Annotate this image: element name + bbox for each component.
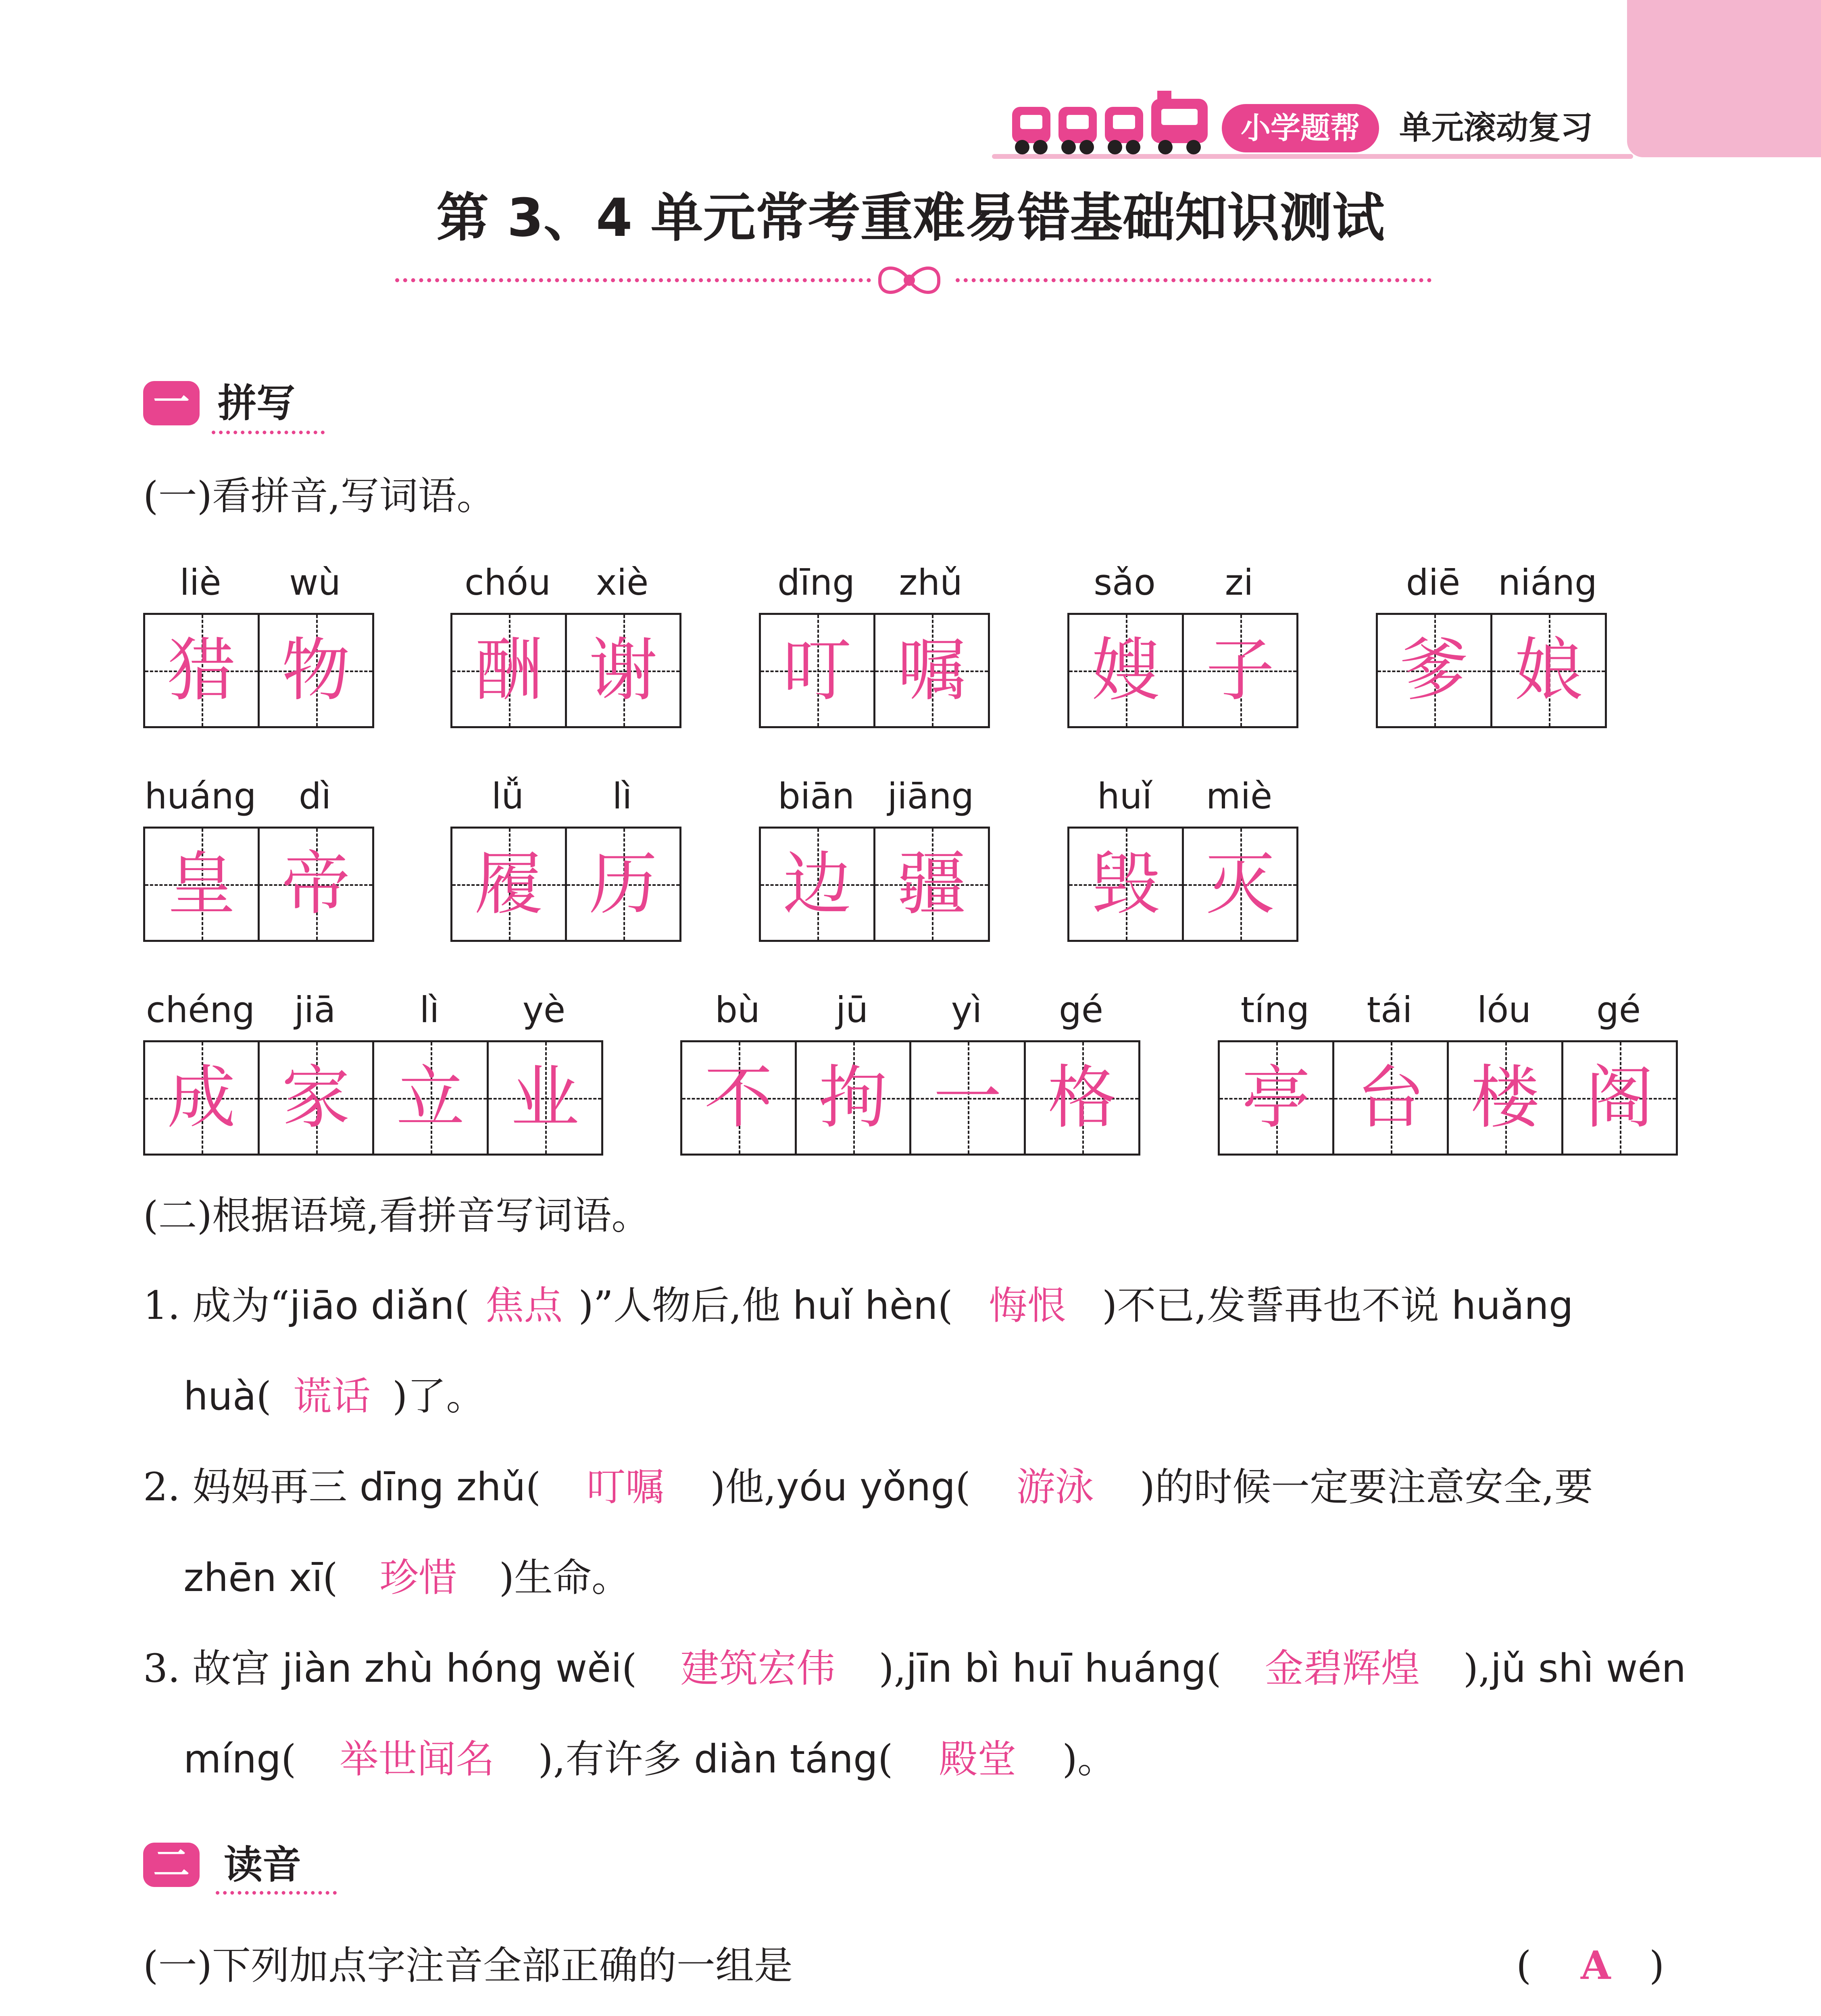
char-cell: 拘	[797, 1042, 911, 1154]
part1-label: (一)看拼音,写词语。	[143, 473, 496, 519]
pinyin: jiā	[294, 989, 336, 1031]
section-underline	[212, 431, 325, 434]
char-cell: 台	[1334, 1042, 1449, 1154]
pinyin: huáng	[144, 775, 256, 817]
title-divider-left	[395, 278, 871, 282]
pinyin: biān	[777, 775, 854, 817]
char-cell: 立	[374, 1042, 489, 1154]
pinyin: bù	[715, 989, 760, 1031]
word-box	[450, 552, 681, 728]
answer: 焦点	[485, 1283, 563, 1328]
pinyin: yè	[522, 989, 566, 1031]
pinyin: lóu	[1477, 989, 1531, 1031]
pinyin: huǐ	[1097, 775, 1152, 817]
answer: 殿堂	[939, 1737, 1017, 1782]
char-cell: 楼	[1449, 1042, 1563, 1154]
char-cell: 叮	[761, 615, 875, 726]
char-cell: 历	[567, 829, 681, 940]
answer-paren-close: )	[1649, 1943, 1665, 1988]
pinyin: dì	[298, 775, 331, 817]
idiom-box	[1218, 980, 1678, 1156]
char-cell: 履	[452, 829, 567, 940]
pinyin: miè	[1206, 775, 1273, 817]
idiom-box	[143, 980, 603, 1156]
char-cell: 谢	[567, 615, 681, 726]
char-cell: 酬	[452, 615, 567, 726]
section-title: 拼写	[218, 381, 295, 426]
pinyin: xiè	[596, 562, 649, 603]
pinyin: tái	[1367, 989, 1413, 1031]
header-badge: 小学题帮	[1222, 104, 1379, 152]
idiom-box	[680, 980, 1140, 1156]
corner-tab	[1627, 0, 1821, 157]
pinyin: dīng	[777, 562, 855, 603]
pinyin: zhǔ	[899, 562, 963, 603]
answer-choice: A	[1581, 1943, 1611, 1988]
answer: 悔恨	[988, 1283, 1066, 1328]
char-cell: 一	[911, 1042, 1026, 1154]
pinyin: chéng	[146, 989, 255, 1031]
page-title: 第 3、4 单元常考重难易错基础知识测试	[436, 187, 1385, 248]
pinyin: liè	[179, 562, 221, 603]
char-cell: 亭	[1220, 1042, 1334, 1154]
answer: 叮嘱	[587, 1464, 665, 1510]
char-cell: 成	[145, 1042, 260, 1154]
char-cell: 家	[260, 1042, 374, 1154]
word-box	[759, 766, 990, 942]
bow-icon	[875, 260, 944, 300]
char-cell: 嫂	[1069, 615, 1184, 726]
question-3-cont: míng( 举世闻名 ),有许多 diàn táng( 殿堂 )。	[183, 1731, 1116, 1787]
question-3: 3. 故宫 jiàn zhù hóng wěi( 建筑宏伟 ),jīn bì huī huáng( 金碧辉煌 ),jǔ shì wén	[143, 1640, 1686, 1697]
title-divider-right	[956, 278, 1431, 282]
question-2-cont: zhēn xī( 珍惜 )生命。	[183, 1549, 630, 1606]
char-cell: 格	[1026, 1042, 1140, 1154]
pinyin: chóu	[465, 562, 551, 603]
word-box	[1067, 552, 1298, 728]
answer: 游泳	[1016, 1464, 1094, 1510]
word-box	[450, 766, 681, 942]
pinyin: tíng	[1240, 989, 1310, 1031]
question-1-cont: huà( 谎话 )了。	[183, 1368, 485, 1425]
char-cell: 业	[489, 1042, 603, 1154]
char-cell: 娘	[1492, 615, 1607, 726]
pinyin: gé	[1059, 989, 1103, 1031]
word-box	[1067, 766, 1298, 942]
question-2: 2. 妈妈再三 dīng zhǔ( 叮嘱 )他,yóu yǒng( 游泳 )的时候一定要注意安全,要	[143, 1459, 1593, 1515]
pinyin: jiāng	[887, 775, 974, 817]
word-box	[143, 766, 374, 942]
pinyin: wù	[289, 562, 341, 603]
char-cell: 物	[260, 615, 374, 726]
char-cell: 灭	[1184, 829, 1298, 940]
char-cell: 阁	[1563, 1042, 1678, 1154]
pinyin: diē	[1406, 562, 1461, 603]
section-number-badge: 一	[143, 381, 200, 425]
pinyin: gé	[1596, 989, 1641, 1031]
question-1: 1. 成为“jiāo diǎn( 焦点 )”人物后,他 huǐ hèn( 悔恨 )不已,发誓再也不说 huǎng	[143, 1277, 1573, 1334]
word-box	[143, 552, 374, 728]
answer: 建筑宏伟	[680, 1646, 835, 1691]
char-cell: 猎	[145, 615, 260, 726]
answer: 谎话	[293, 1374, 371, 1419]
word-box	[1376, 552, 1607, 728]
section-title: 读音	[224, 1842, 301, 1887]
part2-label: (二)根据语境,看拼音写词语。	[143, 1193, 650, 1238]
pinyin: niáng	[1498, 562, 1597, 603]
pinyin: jū	[835, 989, 869, 1031]
char-cell: 爹	[1378, 615, 1492, 726]
char-cell: 毁	[1069, 829, 1184, 940]
train-icon	[1008, 91, 1210, 159]
pinyin: sǎo	[1094, 562, 1156, 603]
pinyin: lǚ	[491, 775, 524, 817]
char-cell: 嘱	[875, 615, 990, 726]
header-title: 单元滚动复习	[1399, 109, 1593, 146]
char-cell: 边	[761, 829, 875, 940]
answer: 金碧辉煌	[1265, 1646, 1420, 1691]
char-cell: 帝	[260, 829, 374, 940]
pinyin: lì	[612, 775, 632, 817]
word-box	[759, 552, 990, 728]
char-cell: 皇	[145, 829, 260, 940]
reading-question: (一)下列加点字注音全部正确的一组是	[143, 1943, 793, 1988]
char-cell: 子	[1184, 615, 1298, 726]
pinyin: yì	[951, 989, 982, 1031]
section-underline	[216, 1891, 337, 1895]
answer-paren-open: (	[1516, 1943, 1531, 1988]
char-cell: 不	[682, 1042, 797, 1154]
section-number-badge: 二	[143, 1843, 200, 1887]
char-cell: 疆	[875, 829, 990, 940]
answer: 举世闻名	[340, 1737, 495, 1782]
answer: 珍惜	[379, 1555, 457, 1600]
pinyin: zi	[1225, 562, 1254, 603]
pinyin: lì	[419, 989, 440, 1031]
